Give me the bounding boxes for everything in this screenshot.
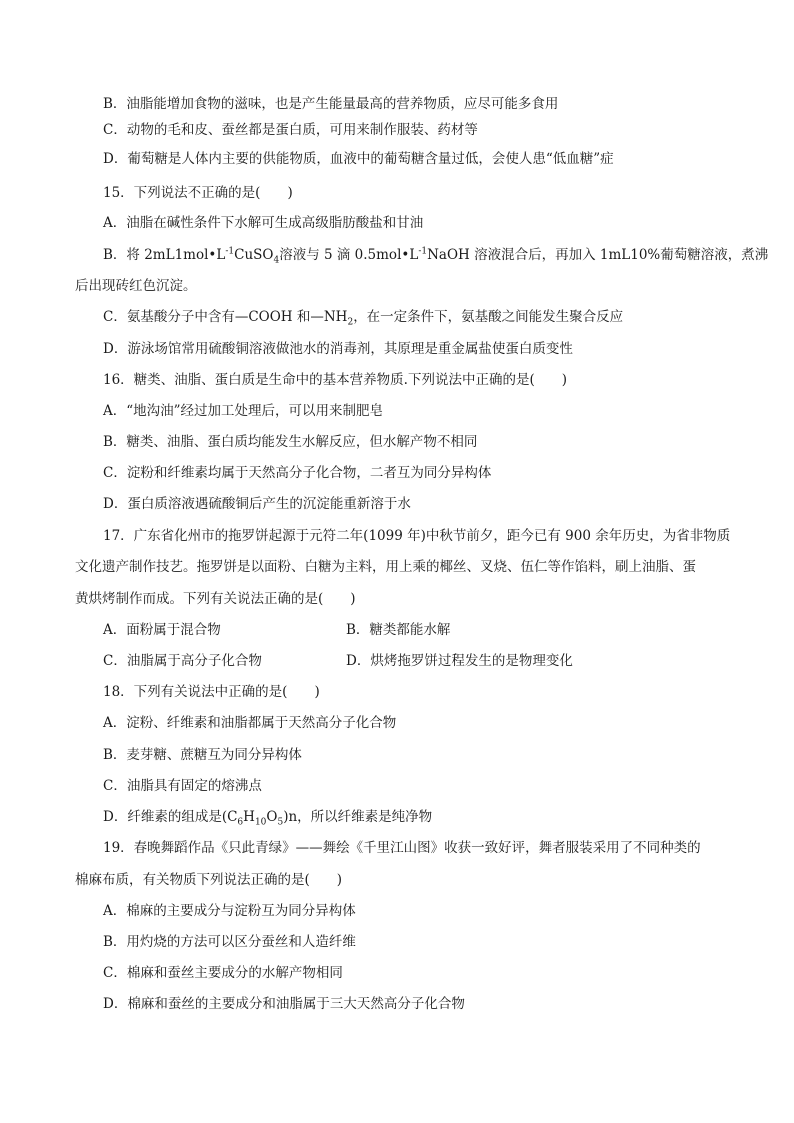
option-17a: A．面粉属于混合物 xyxy=(103,622,221,638)
option-18d: D．纤维素的组成是$(C_6H_{10}O_5)n$，所以纤维素是纯净物 xyxy=(103,809,433,828)
question-16: 16．糖类、油脂、蛋白质是生命中的基本营养物质.下列说法中正确的是( ) xyxy=(103,372,568,388)
question-19: 19．春晚舞蹈作品《只此青绿》——舞绘《千里江山图》收获一致好评，舞者服装采用了不同种类的 xyxy=(103,840,701,856)
question-17-line2: 文化遗产制作技艺。拖罗饼是以面粉、白糖为主料，用上乘的椰丝、叉烧、伍仁等作馅料，刷上油脂、蛋 xyxy=(75,559,696,575)
option-18a: A．淀粉、纤维素和油脂都属于天然高分子化合物 xyxy=(103,715,397,731)
option-18c: C．油脂具有固定的熔沸点 xyxy=(103,778,262,794)
question-17-line3: 黄烘烤制作而成。下列有关说法正确的是( ) xyxy=(75,591,356,607)
option-19b: B．用灼烧的方法可以区分蚕丝和人造纤维 xyxy=(103,934,356,950)
option-16c: C．淀粉和纤维素均属于天然高分子化合物，二者互为同分异构体 xyxy=(103,465,492,481)
option-17c: C．油脂属于高分子化合物 xyxy=(103,653,262,669)
question-19-line2: 棉麻布质，有关物质下列说法正确的是( ) xyxy=(75,872,343,888)
option-14b: B．油脂能增加食物的滋味，也是产生能量最高的营养物质，应尽可能多食用 xyxy=(103,96,559,112)
question-18: 18．下列有关说法中正确的是( ) xyxy=(103,684,320,700)
option-19a: A．棉麻的主要成分与淀粉互为同分异构体 xyxy=(103,903,356,919)
option-14c: C．动物的毛和皮、蚕丝都是蛋白质，可用来制作服装、药材等 xyxy=(103,122,478,138)
option-15d: D．游泳场馆常用硫酸铜溶液做池水的消毒剂，其原理是重金属盐使蛋白质变性 xyxy=(103,341,573,357)
option-19c: C．棉麻和蚕丝主要成分的水解产物相同 xyxy=(103,965,343,981)
option-17b: B．糖类都能水解 xyxy=(346,622,451,638)
option-15a: A．油脂在碱性条件下水解可生成高级脂肪酸盐和甘油 xyxy=(103,215,424,231)
option-15b: B．将 $2mL1mol•L^{-1}CuSO_4$溶液与 5 滴 $0.5mol•L^{-1}NaOH$ 溶液混合后，再加入 1mL10%葡萄糖溶液，煮沸 xyxy=(103,246,769,266)
option-16a: A．“地沟油”经过加工处理后，可以用来制肥皂 xyxy=(103,403,384,419)
option-19d: D．棉麻和蚕丝的主要成分和油脂属于三大天然高分子化合物 xyxy=(103,996,465,1012)
option-18b: B．麦芽糖、蔗糖互为同分异构体 xyxy=(103,747,302,763)
question-15: 15．下列说法不正确的是( ) xyxy=(103,185,293,201)
option-17d: D．烘烤拖罗饼过程发生的是物理变化 xyxy=(346,653,573,669)
option-15c: C．氨基酸分子中含有—COOH 和$—NH_2$，在一定条件下，氨基酸之间能发生聚合反应 xyxy=(103,309,624,328)
option-15b-continued: 后出现砖红色沉淀。 xyxy=(75,278,197,294)
option-16d: D．蛋白质溶液遇硫酸铜后产生的沉淀能重新溶于水 xyxy=(103,496,411,512)
question-17: 17．广东省化州市的拖罗饼起源于元符二年(1099 年)中秋节前夕，距今已有 900 余年历史，为省非物质 xyxy=(103,528,731,544)
option-16b: B．糖类、油脂、蛋白质均能发生水解反应，但水解产物不相同 xyxy=(103,434,478,450)
option-14d: D．葡萄糖是人体内主要的供能物质，血液中的葡萄糖含量过低，会使人患“低血糖”症 xyxy=(103,151,614,167)
